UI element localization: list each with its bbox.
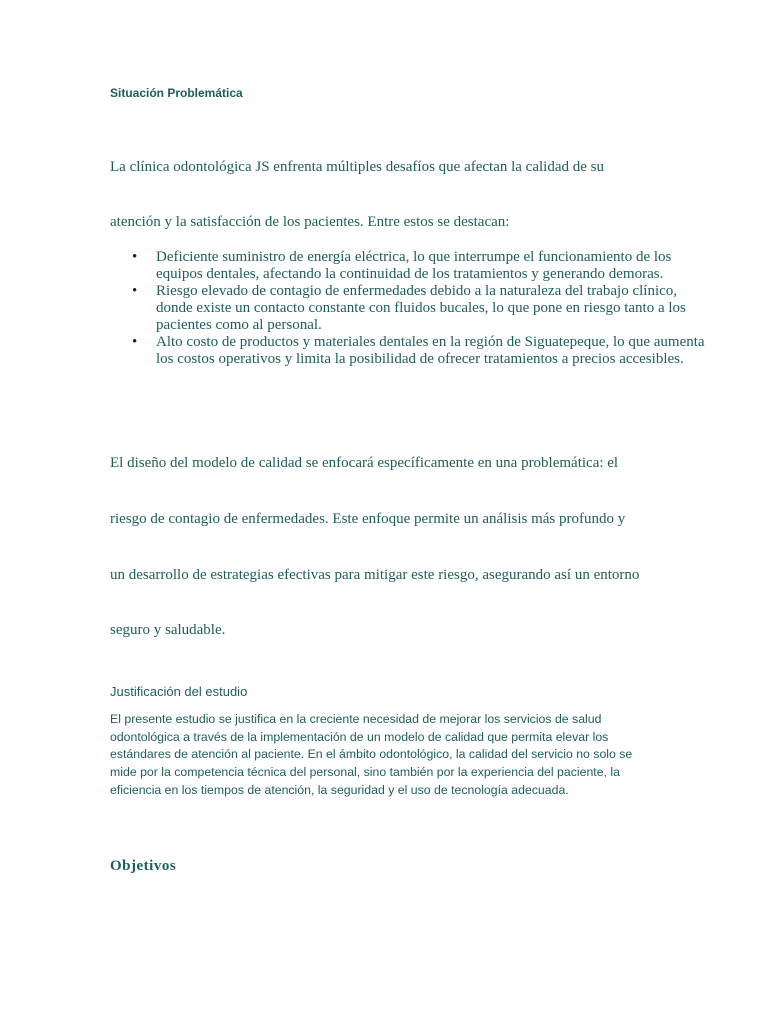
- list-item: • Alto costo de productos y materiales dentales en la región de Siguatepeque, lo que aumenta los costos operativos y limita la posibilidad de ofrecer tratamientos a precios accesibles.: [156, 334, 706, 368]
- heading-justificacion: Justificación del estudio: [110, 684, 248, 699]
- list-item: • Deficiente suministro de energía eléctrica, lo que interrumpe el funcionamiento de los equipos dentales, afectando la continuidad de los tratamientos y generando demoras.: [156, 249, 706, 283]
- list-item: • Riesgo elevado de contagio de enfermedades debido a la naturaleza del trabajo clínico, donde existe un contacto constante con fluidos bucales, lo que pone en riesgo tanto a los pacientes como al personal.: [156, 283, 706, 334]
- challenges-list: [110, 249, 706, 368]
- diseno-line-3: un desarrollo de estrategias efectivas para mitigar este riesgo, asegurando así un entorno: [110, 567, 640, 583]
- diseno-line-1: El diseño del modelo de calidad se enfocará específicamente en una problemática: el: [110, 455, 619, 471]
- diseno-line-4: seguro y saludable.: [110, 622, 226, 638]
- justificacion-paragraph: El presente estudio se justifica en la creciente necesidad de mejorar los servicios de salud odontológica a través de la implementación de un modelo de calidad que permita elevar los estándares de atención al paciente. En el ámbito odontológico, la calidad del servicio no solo se mide por la competencia técnica del personal, sino también por la experiencia del paciente, la eficiencia en los tiempos de atención, la seguridad y el uso de tecnología adecuada.: [110, 712, 633, 797]
- intro-line-1: La clínica odontológica JS enfrenta múltiples desafíos que afectan la calidad de su: [110, 159, 604, 175]
- intro-line-2: atención y la satisfacción de los pacientes. Entre estos se destacan:: [110, 214, 510, 230]
- heading-situacion-problematica: Situación Problemática: [110, 86, 243, 100]
- heading-objetivos: Objetivos: [110, 858, 177, 874]
- diseno-line-2: riesgo de contagio de enfermedades. Este enfoque permite un análisis más profundo y: [110, 511, 626, 527]
